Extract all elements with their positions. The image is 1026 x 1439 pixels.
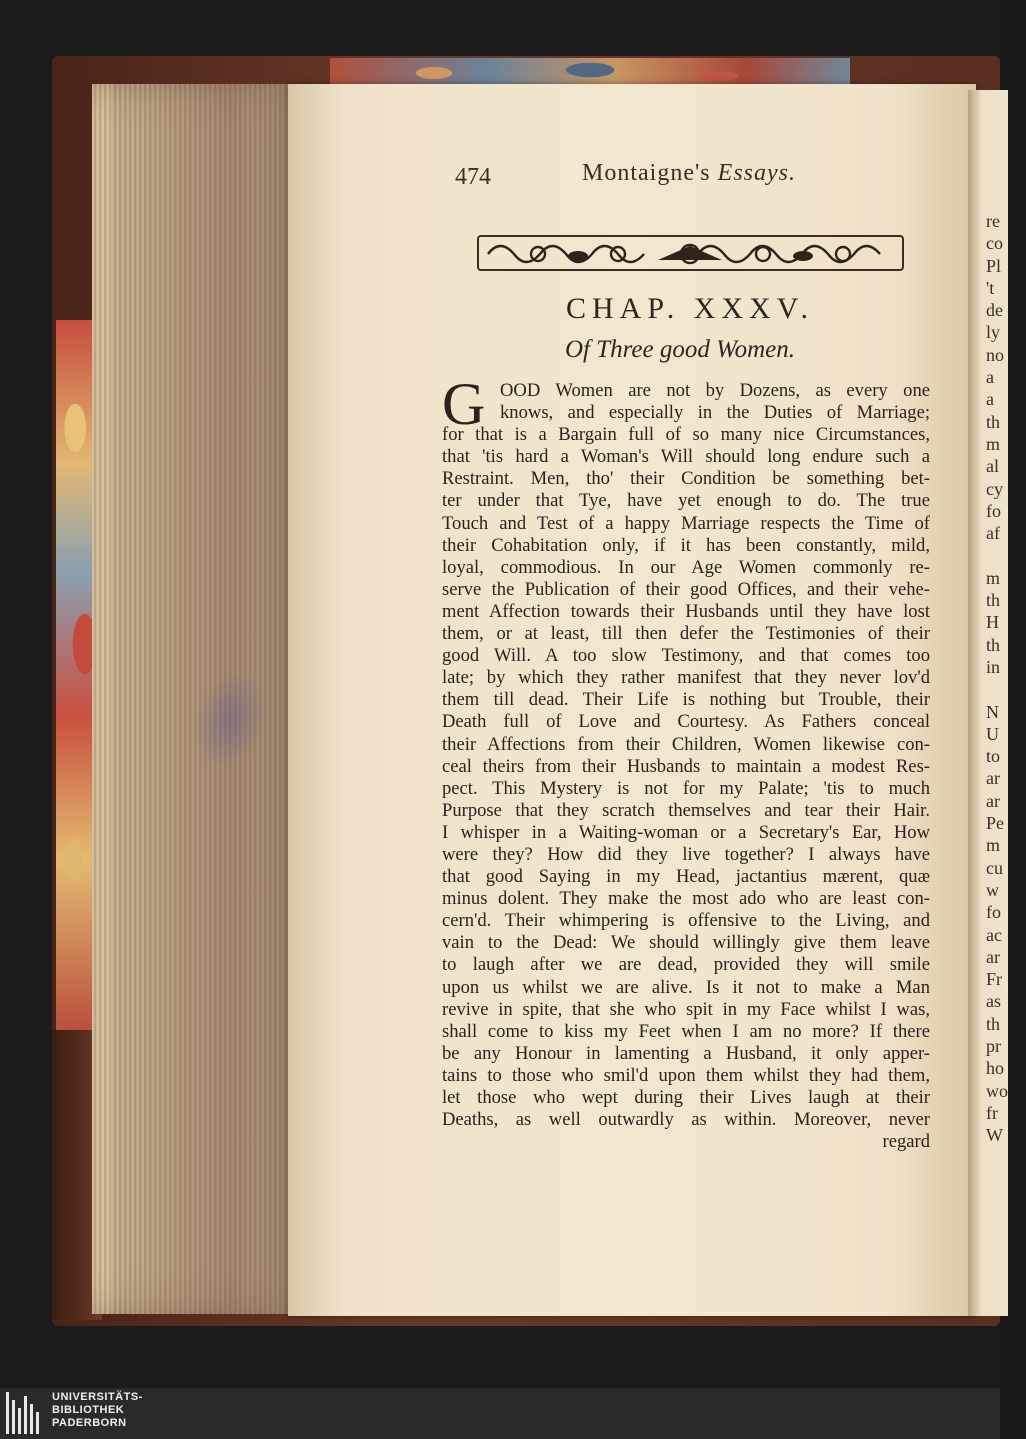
ornamental-headpiece xyxy=(478,232,903,274)
facing-page-fragment: cy xyxy=(986,478,1003,499)
text-line: them, or at least, till then defer the Testimonies of their xyxy=(442,623,930,645)
facing-page-fragment: re xyxy=(986,211,1000,231)
library-name-line3: PADERBORN xyxy=(52,1417,127,1429)
facing-page-edge xyxy=(968,90,1008,1316)
facing-page-fragment: as xyxy=(986,991,1001,1012)
body-text xyxy=(442,371,930,1153)
text-line: let those who wept during their Lives laugh at their xyxy=(442,1087,930,1108)
text-line: minus dolent. They make the most ado who are least con- xyxy=(442,888,930,910)
facing-page-fragment: co xyxy=(986,233,1003,254)
library-name-line1: UNIVERSITÄTS- xyxy=(52,1391,143,1403)
facing-page-fragment: a xyxy=(986,389,994,410)
text-line: ter under that Tye, have yet enough to do. The true xyxy=(442,490,930,512)
text-lines xyxy=(442,371,930,1131)
facing-page-fragment: in xyxy=(986,656,1001,677)
text-line: to laugh after we are dead, provided they will smile xyxy=(442,954,930,976)
facing-page-fragment: no xyxy=(986,344,1004,365)
facing-page-fragment: a xyxy=(986,367,994,388)
text-line: OOD Women are not by Dozens, as every one xyxy=(500,380,930,401)
running-title xyxy=(582,160,796,187)
text-line: Purpose that they scratch themselves and tear their Hair. xyxy=(442,799,930,821)
running-head xyxy=(455,160,825,200)
text-line: Touch and Test of a happy Marriage respects the Time of xyxy=(442,512,930,534)
text-line: ceal theirs from their Husbands to maintain a modest Res- xyxy=(442,755,930,777)
text-line: Death full of Love and Courtesy. As Fathers conceal xyxy=(442,711,930,733)
text-line: shall come to kiss my Feet when I am no more? If there xyxy=(442,1020,930,1042)
text-line: be any Honour in lamenting a Husband, it only apper- xyxy=(442,1042,930,1064)
facing-page-fragment: ar xyxy=(986,790,1000,811)
facing-page-fragment: fr xyxy=(986,1102,998,1123)
catchword: regard xyxy=(882,1131,930,1153)
text-line: upon us whilst we are alive. Is it not to make a Man xyxy=(442,976,930,998)
running-title-author: Montaigne's xyxy=(582,160,711,186)
chapter-subtitle: Of Three good Women. xyxy=(564,336,796,363)
text-line: were they? How did they live together? I always have xyxy=(442,843,930,865)
facing-page-fragment: wo xyxy=(986,1080,1008,1101)
facing-page-fragment: Fr xyxy=(986,969,1003,990)
facing-page-fragment: th xyxy=(986,1013,1001,1034)
facing-page-fragment: cu xyxy=(986,857,1003,878)
facing-page-fragment: al xyxy=(986,456,999,477)
facing-page-fragment: ar xyxy=(986,946,1000,967)
facing-page-fragment: ac xyxy=(986,924,1002,945)
facing-page-fragment: af xyxy=(986,523,1000,544)
text-line: ment Affection towards their Husbands until they have lost xyxy=(442,600,930,622)
text-line: revive in spite, that she who spit in my Face whilst I was, xyxy=(442,998,930,1020)
library-banner xyxy=(0,1388,1000,1439)
library-name-line2: BIBLIOTHEK xyxy=(52,1404,125,1416)
facing-page-fragment xyxy=(986,544,1026,566)
facing-page-fragment: de xyxy=(986,300,1003,321)
text-line: that good Saying in my Head, jactantius mærent, quæ xyxy=(442,866,930,888)
library-logo-icon xyxy=(6,1392,46,1434)
text-line: vain to the Dead: We should willingly give them leave xyxy=(442,932,930,954)
facing-page-fragment: ho xyxy=(986,1058,1004,1079)
facing-page-fragment: fo xyxy=(986,902,1001,923)
facing-page-fragment: m xyxy=(986,433,1001,454)
facing-page-fragment: 't xyxy=(986,277,995,298)
drop-cap: G xyxy=(442,371,486,437)
text-line: for that is a Bargain full of so many nice Circumstances, xyxy=(442,424,930,446)
facing-page-fragment: m xyxy=(986,567,1001,588)
text-line: I whisper in a Waiting-woman or a Secretary's Ear, How xyxy=(442,821,930,843)
facing-page-fragment: ar xyxy=(986,768,1000,789)
text-line: their Affections from their Children, Women likewise con- xyxy=(442,733,930,755)
facing-page-text xyxy=(986,210,1026,1146)
page-number: 474 xyxy=(455,164,491,190)
text-line: pect. This Mystery is not for my Palate; 'tis to much xyxy=(442,777,930,799)
text-line: Deaths, as well outwardly as within. Moreover, never xyxy=(442,1109,930,1131)
chapter-heading: CHAP. XXXV. xyxy=(566,292,814,325)
text-line: serve the Publication of their good Offices, and their vehe- xyxy=(442,578,930,600)
facing-page-fragment: Pl xyxy=(986,255,1002,276)
text-line: that 'tis hard a Woman's Will should long endure such a xyxy=(442,446,930,468)
running-title-work: Essays. xyxy=(717,160,796,186)
facing-page-fragment: W xyxy=(986,1125,1003,1146)
text-line: good Will. A too slow Testimony, and that comes too xyxy=(442,645,930,667)
text-line: Restraint. Men, tho' their Condition be something bet- xyxy=(442,468,930,490)
facing-page-fragment: m xyxy=(986,835,1001,856)
text-line: cern'd. Their whimpering is offensive to the Living, and xyxy=(442,910,930,932)
facing-page-fragment: th xyxy=(986,411,1001,432)
text-line: their Cohabitation only, if it has been constantly, mild, xyxy=(442,534,930,556)
facing-page-fragment: pr xyxy=(986,1035,1001,1056)
text-line: tains to those who smil'd upon them whilst they had them, xyxy=(442,1064,930,1086)
facing-page-fragment: th xyxy=(986,590,1001,611)
facing-page-fragment: to xyxy=(986,746,1001,767)
library-name xyxy=(52,1391,143,1430)
facing-page-fragment: Pe xyxy=(986,813,1004,834)
text-line: knows, and especially in the Duties of Marriage; xyxy=(500,402,930,424)
facing-page-fragment: H xyxy=(986,612,999,633)
facing-page-fragment: th xyxy=(986,634,1001,655)
text-line: them till dead. Their Life is nothing but Trouble, their xyxy=(442,689,930,711)
facing-page-fragment: N xyxy=(986,701,999,722)
facing-page-fragment xyxy=(986,678,1026,700)
facing-page-fragment: w xyxy=(986,879,999,900)
facing-page-fragment: fo xyxy=(986,500,1001,521)
facing-page-fragment: ly xyxy=(986,322,1001,343)
text-line: loyal, commodious. In our Age Women commonly re- xyxy=(442,556,930,578)
text-line: late; by which they rather manifest that they never lov'd xyxy=(442,667,930,689)
facing-page-fragment: U xyxy=(986,723,999,744)
